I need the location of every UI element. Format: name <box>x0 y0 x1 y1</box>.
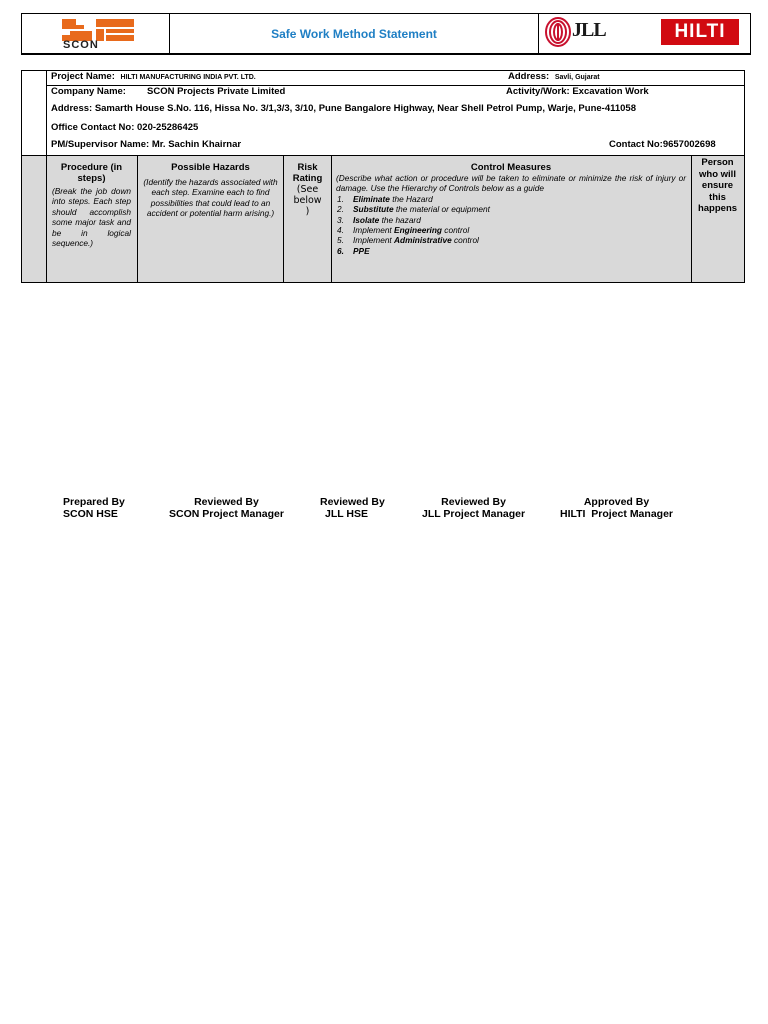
project-name-row <box>51 71 256 83</box>
scon-logo-cell <box>22 14 170 53</box>
signature-role: Reviewed By <box>441 496 506 508</box>
person-column-header <box>691 156 744 282</box>
control-item-keyword: PPE <box>353 245 370 256</box>
signature-title: SCON Project Manager <box>169 508 284 520</box>
signature-block <box>63 496 125 520</box>
control-description: (Describe what action or procedure will be taken to eliminate or minimize the risk of injury or damage. Use the Hierarchy of Controls below as a guide <box>336 173 686 194</box>
control-item-number: 2. <box>337 204 344 215</box>
jll-logo-text: JLL <box>572 19 606 41</box>
control-item-number: 4. <box>337 225 344 236</box>
office-contact: Office Contact No: 020-25286425 <box>51 122 199 133</box>
scon-logo-text: SCON <box>63 39 99 51</box>
control-item-number: 6. <box>337 245 344 256</box>
document-title: Safe Work Method Statement <box>271 26 437 41</box>
hazards-column-header <box>137 156 284 282</box>
control-item <box>337 204 691 214</box>
partner-logos-cell <box>539 14 750 53</box>
control-item-suffix: the hazard <box>379 214 421 225</box>
risk-title: Risk Rating <box>292 162 323 184</box>
site-address-row <box>508 71 600 83</box>
signature-title: HILTI Project Manager <box>560 508 673 520</box>
hilti-logo <box>661 19 739 45</box>
control-hierarchy-list <box>337 194 691 256</box>
grid-line <box>691 155 692 282</box>
signature-role: Approved By <box>583 496 650 508</box>
grid-line <box>331 155 332 282</box>
title-cell <box>170 14 539 53</box>
supervisor-name: PM/Supervisor Name: Mr. Sachin Khairnar <box>51 139 242 150</box>
signature-role: Reviewed By <box>194 496 259 508</box>
control-item-keyword: Substitute <box>353 204 394 215</box>
project-info-table <box>21 70 745 283</box>
control-item-keyword: Eliminate <box>353 193 390 204</box>
signature-block <box>422 496 525 520</box>
grid-line <box>46 71 47 282</box>
document-header <box>21 13 751 55</box>
control-item <box>337 225 691 235</box>
control-item <box>337 215 691 225</box>
company-name-label: Company Name: <box>51 86 126 97</box>
hazards-title: Possible Hazards <box>171 162 250 173</box>
control-title: Control Measures <box>470 162 552 173</box>
control-item <box>337 246 691 256</box>
signature-block <box>320 496 385 520</box>
project-name-value: HILTI MANUFACTURING INDIA PVT. LTD. <box>120 74 256 81</box>
control-item-number: 3. <box>337 214 344 225</box>
control-item-suffix: control <box>442 225 470 236</box>
activity-work: Activity/Work: Excavation Work <box>506 86 649 97</box>
control-item-prefix: Implement <box>353 235 395 246</box>
site-address-label: Address: <box>508 71 550 82</box>
index-column-header <box>22 156 46 282</box>
site-address-value: Savli, Gujarat <box>554 74 600 81</box>
control-item <box>337 235 691 245</box>
control-item-number: 5. <box>337 235 344 246</box>
company-name-value: SCON Projects Private Limited <box>147 86 286 97</box>
control-item-suffix: the material or equipment <box>393 204 490 215</box>
control-item-keyword: Administrative <box>394 235 452 246</box>
hilti-logo-text: HILTI <box>674 21 726 42</box>
control-item-suffix: the Hazard <box>389 193 433 204</box>
control-item-keyword: Engineering <box>394 225 442 236</box>
scon-logo-icon <box>62 19 134 41</box>
control-column-header <box>331 156 691 282</box>
signature-title: SCON HSE <box>63 508 118 520</box>
jll-logo-icon <box>545 17 571 47</box>
control-item-suffix: control <box>451 235 479 246</box>
signature-role: Prepared By <box>63 496 125 508</box>
control-item-number: 1. <box>337 193 344 204</box>
hazards-description: (Identify the hazards associated with each step. Examine each to find possibilities that could lead to an accident or potential harm arising.) <box>143 177 278 219</box>
procedure-column-header <box>46 156 137 282</box>
signature-block <box>560 496 673 520</box>
risk-description: (See below ) <box>293 184 322 217</box>
project-name-label: Project Name: <box>51 71 115 82</box>
company-address: Address: Samarth House S.No. 116, Hissa No. 3/1,3/3, 3/10, Pune Bangalore Highway, Near Shell Petrol Pump, Warje, Pune-411058 <box>51 103 636 114</box>
signature-title: JLL HSE <box>325 508 368 520</box>
procedure-description: (Break the job down into steps. Each step should accomplish some major task and be in logical sequence.) <box>52 186 131 249</box>
procedure-title: Procedure (in steps) <box>60 162 123 184</box>
grid-line <box>137 155 138 282</box>
control-item-prefix: Implement <box>353 225 395 236</box>
signature-block <box>169 496 284 520</box>
signature-role: Reviewed By <box>320 496 385 508</box>
control-item <box>337 194 691 204</box>
risk-column-header <box>284 156 331 282</box>
signature-title: JLL Project Manager <box>422 508 526 520</box>
grid-line <box>283 155 284 282</box>
grid-line <box>22 155 744 156</box>
person-title: Person who will ensure this happens <box>697 157 738 214</box>
contact-number: Contact No:9657002698 <box>609 139 716 150</box>
control-item-keyword: Isolate <box>353 214 380 225</box>
